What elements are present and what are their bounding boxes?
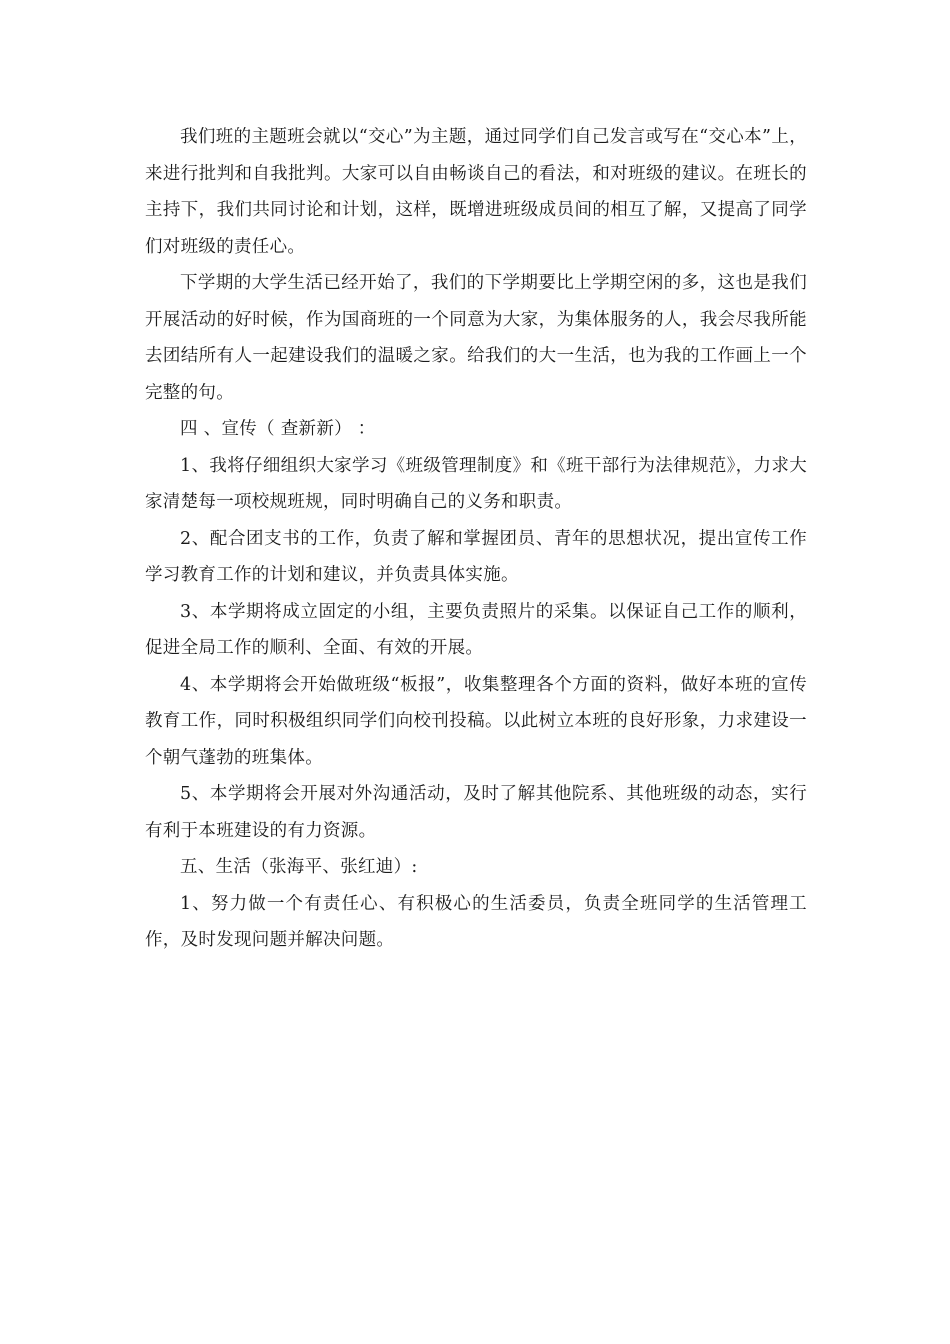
section-heading-life: 五、生活（张海平、张红迪）:	[180, 857, 418, 877]
list-item-publicity-3: 3、本学期将成立固定的小组，主要负责照片的采集。以保证自己工作的顺利，促进全局工作的顺利、全面、有效的开展。	[145, 601, 807, 658]
paragraph-class-meeting: 我们班的主题班会就以“交心”为主题，通过同学们自己发言或写在“交心本”上，来进行批判和自我批判。大家可以自由畅谈自己的看法，和对班级的建议。在班长的主持下，我们共同讨论和计划，这样，既增进班级成员间的相互了解，又提高了同学们对班级的责任心。	[145, 127, 807, 257]
paragraph-next-semester: 下学期的大学生活已经开始了，我们的下学期要比上学期空闲的多，这也是我们开展活动的好时候，作为国商班的一个同意为大家，为集体服务的人，我会尽我所能去团结所有人一起建设我们的温暖之家。给我们的大一生活，也为我的工作画上一个完整的句。	[145, 273, 807, 403]
section-heading-publicity: 四 、宣传（ 查新新） ：	[180, 419, 376, 439]
list-item-publicity-1: 1、我将仔细组织大家学习《班级管理制度》和《班干部行为法律规范》，力求大家清楚每一项校规班规，同时明确自己的义务和职责。	[145, 455, 807, 512]
list-item-publicity-5: 5、本学期将会开展对外沟通活动，及时了解其他院系、其他班级的动态，实行有利于本班建设的有力资源。	[145, 784, 807, 841]
list-item-publicity-2: 2、配合团支书的工作，负责了解和掌握团员、青年的思想状况，提出宣传工作学习教育工作的计划和建议，并负责具体实施。	[145, 528, 807, 585]
list-item-life-1: 1、努力做一个有责任心、有积极心的生活委员，负责全班同学的生活管理工作，及时发现问题并解决问题。	[145, 893, 807, 950]
list-item-publicity-4: 4、本学期将会开始做班级“板报”，收集整理各个方面的资料，做好本班的宣传教育工作，同时积极组织同学们向校刊投稿。以此树立本班的良好形象，力求建设一个朝气蓬勃的班集体。	[145, 674, 807, 768]
document-body	[145, 119, 807, 959]
